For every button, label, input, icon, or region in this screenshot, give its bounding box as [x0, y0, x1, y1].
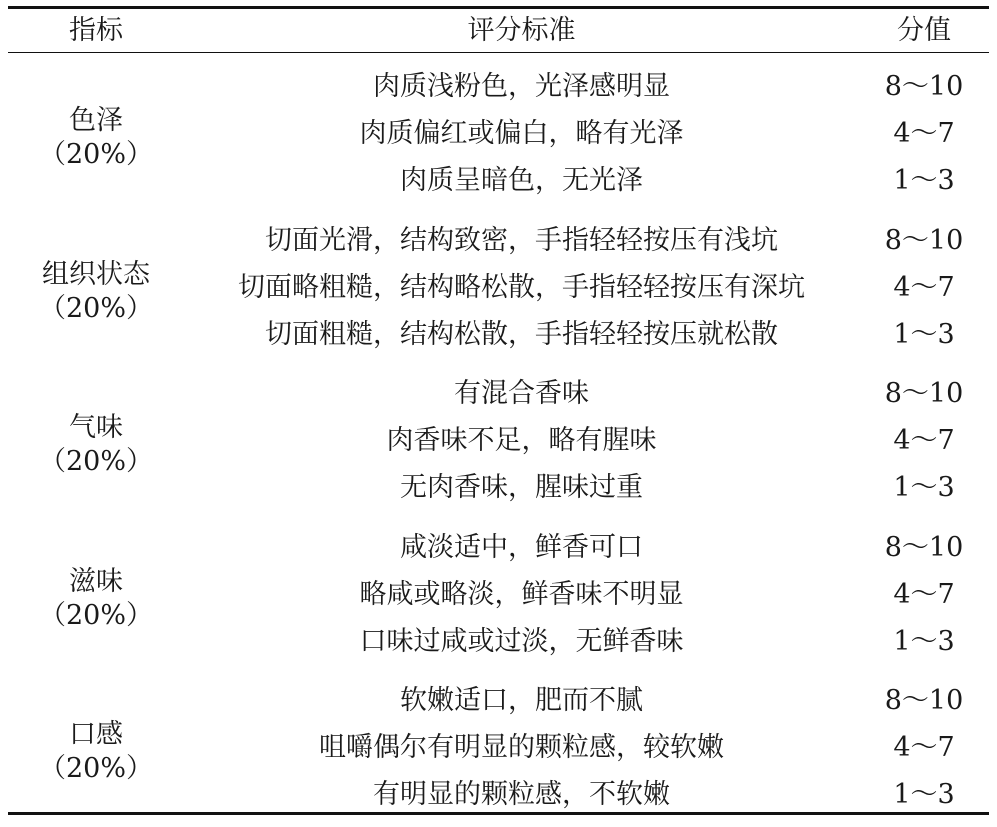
score-cell: 1～3	[893, 626, 955, 657]
criteria-cell: 略咸或略淡，鲜香味不明显	[359, 579, 684, 610]
table-row	[184, 311, 989, 358]
score-cell: 4～7	[893, 579, 955, 610]
indicator-cell	[8, 63, 184, 213]
table-row	[184, 771, 989, 818]
table-row	[184, 677, 989, 724]
indicator-cell	[8, 677, 184, 827]
table-row	[184, 524, 989, 571]
score-cell: 8～10	[884, 225, 964, 256]
table-row	[184, 217, 989, 264]
indicator-weight: （20%）	[38, 293, 153, 324]
indicator-name: 色泽	[69, 105, 123, 136]
indicator-cell	[8, 370, 184, 520]
table-header-rule	[8, 52, 989, 53]
score-cell: 4～7	[893, 272, 955, 303]
score-cell: 1～3	[893, 779, 955, 810]
table-row	[184, 417, 989, 464]
table-group-color	[8, 63, 989, 213]
criteria-cell: 切面粗糙，结构松散，手指轻轻按压就松散	[265, 319, 778, 350]
criteria-cell: 肉质浅粉色，光泽感明显	[373, 71, 670, 102]
criteria-cell: 咀嚼偶尔有明显的颗粒感，较软嫩	[319, 732, 724, 763]
score-cell: 8～10	[884, 685, 964, 716]
criteria-cell: 切面略粗糙，结构略松散，手指轻轻按压有深坑	[238, 272, 805, 303]
scoring-table	[8, 6, 989, 818]
score-cell: 8～10	[884, 71, 964, 102]
indicator-weight: （20%）	[38, 600, 153, 631]
score-cell: 1～3	[893, 472, 955, 503]
criteria-cell: 软嫩适口，肥而不腻	[400, 685, 643, 716]
indicator-name: 口感	[69, 719, 123, 750]
header-indicator: 指标	[69, 15, 123, 46]
indicator-weight: （20%）	[38, 446, 153, 477]
indicator-weight: （20%）	[38, 753, 153, 784]
indicator-weight: （20%）	[38, 139, 153, 170]
indicator-name: 滋味	[69, 566, 123, 597]
criteria-cell: 咸淡适中，鲜香可口	[400, 532, 643, 563]
table-row	[184, 264, 989, 311]
score-cell: 4～7	[893, 425, 955, 456]
header-score: 分值	[897, 15, 951, 46]
score-cell: 1～3	[893, 319, 955, 350]
table-group-odor	[8, 370, 989, 520]
indicator-name: 组织状态	[42, 259, 150, 290]
table-bottom-rule	[8, 812, 989, 815]
table-row	[184, 370, 989, 417]
table-group-texture	[8, 217, 989, 367]
criteria-cell: 有混合香味	[454, 378, 589, 409]
indicator-cell	[8, 217, 184, 367]
score-cell: 8～10	[884, 378, 964, 409]
score-cell: 8～10	[884, 532, 964, 563]
criteria-cell: 肉质偏红或偏白，略有光泽	[359, 118, 684, 149]
table-group-taste	[8, 524, 989, 674]
criteria-cell: 口味过咸或过淡，无鲜香味	[359, 626, 684, 657]
criteria-cell: 有明显的颗粒感，不软嫩	[373, 779, 670, 810]
table-header-row	[8, 9, 989, 52]
header-criteria: 评分标准	[467, 15, 576, 46]
table-row	[184, 157, 989, 204]
criteria-cell: 切面光滑，结构致密，手指轻轻按压有浅坑	[265, 225, 778, 256]
table-row	[184, 571, 989, 618]
criteria-cell: 无肉香味，腥味过重	[400, 472, 643, 503]
score-cell: 4～7	[893, 732, 955, 763]
criteria-cell: 肉香味不足，略有腥味	[386, 425, 657, 456]
indicator-cell	[8, 524, 184, 674]
score-cell: 4～7	[893, 118, 955, 149]
table-row	[184, 63, 989, 110]
score-cell: 1～3	[893, 165, 955, 196]
table-row	[184, 618, 989, 665]
table-group-mouthfeel	[8, 677, 989, 827]
table-row	[184, 464, 989, 511]
indicator-name: 气味	[69, 412, 123, 443]
table-row	[184, 110, 989, 157]
criteria-cell: 肉质呈暗色，无光泽	[400, 165, 643, 196]
table-row	[184, 724, 989, 771]
